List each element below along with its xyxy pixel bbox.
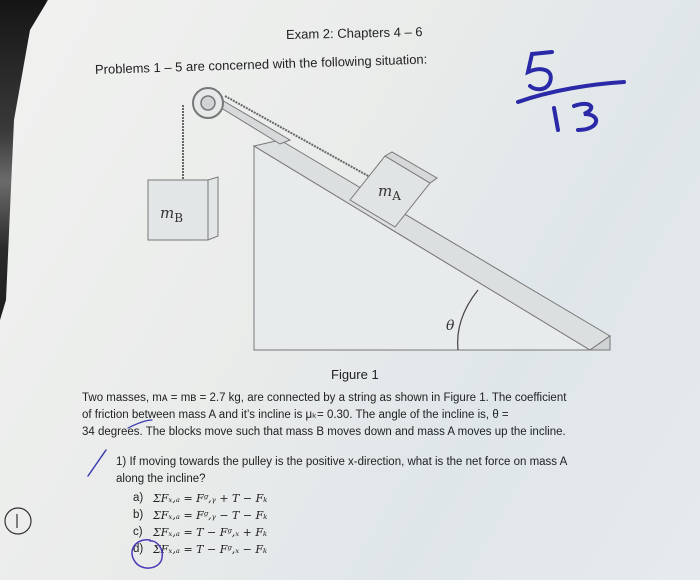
answer-choices <box>133 490 267 558</box>
choice-equation: ΣFₓ,ₐ = T − Fᵍ,ₓ − Fₖ <box>153 543 267 556</box>
question-text: If moving towards the pulley is the positive x-direction, what is the net force on mass A <box>129 456 568 468</box>
mass-b-label: $m_B$ <box>160 204 184 225</box>
choice-letter: b) <box>133 509 144 521</box>
problem-line-3: 34 degrees. The blocks move such that mass B moves down and mass A moves up the incline. <box>82 426 566 438</box>
choice-letter: c) <box>133 526 143 538</box>
problem-line-1: Two masses, mᴀ = mʙ = 2.7 kg, are connected by a string as shown in Figure 1. The coefficient <box>82 392 567 404</box>
choice-d[interactable] <box>133 541 267 558</box>
problems-intro: Problems 1 – 5 are concerned with the following situation: <box>94 51 428 77</box>
question-line-1 <box>116 454 567 471</box>
question-1 <box>116 454 567 488</box>
choice-equation: ΣFₓ,ₐ = T − Fᵍ,ₓ + Fₖ <box>153 526 267 539</box>
choice-equation: ΣFₓ,ₐ = Fᵍ,ᵧ + T − Fₖ <box>153 492 268 505</box>
question-number: 1) <box>116 456 127 468</box>
choice-b[interactable] <box>133 507 267 524</box>
choice-letter: d) <box>133 543 144 555</box>
choice-letter: a) <box>133 492 144 504</box>
exam-title: Exam 2: Chapters 4 – 6 <box>285 24 423 42</box>
choice-c[interactable] <box>133 524 267 541</box>
choice-equation: ΣFₓ,ₐ = Fᵍ,ᵧ − T − Fₖ <box>153 509 268 522</box>
question-line-2: along the incline? <box>116 473 206 485</box>
choice-a[interactable] <box>133 490 267 507</box>
problem-line-2: of friction between mass A and it’s incline is μₖ= 0.30. The angle of the incline is, θ = <box>82 409 509 421</box>
angle-theta-label: θ <box>446 318 455 334</box>
mass-a-label: $m_A$ <box>378 182 401 203</box>
problem-statement <box>82 390 682 441</box>
figure-caption: Figure 1 <box>331 367 379 382</box>
